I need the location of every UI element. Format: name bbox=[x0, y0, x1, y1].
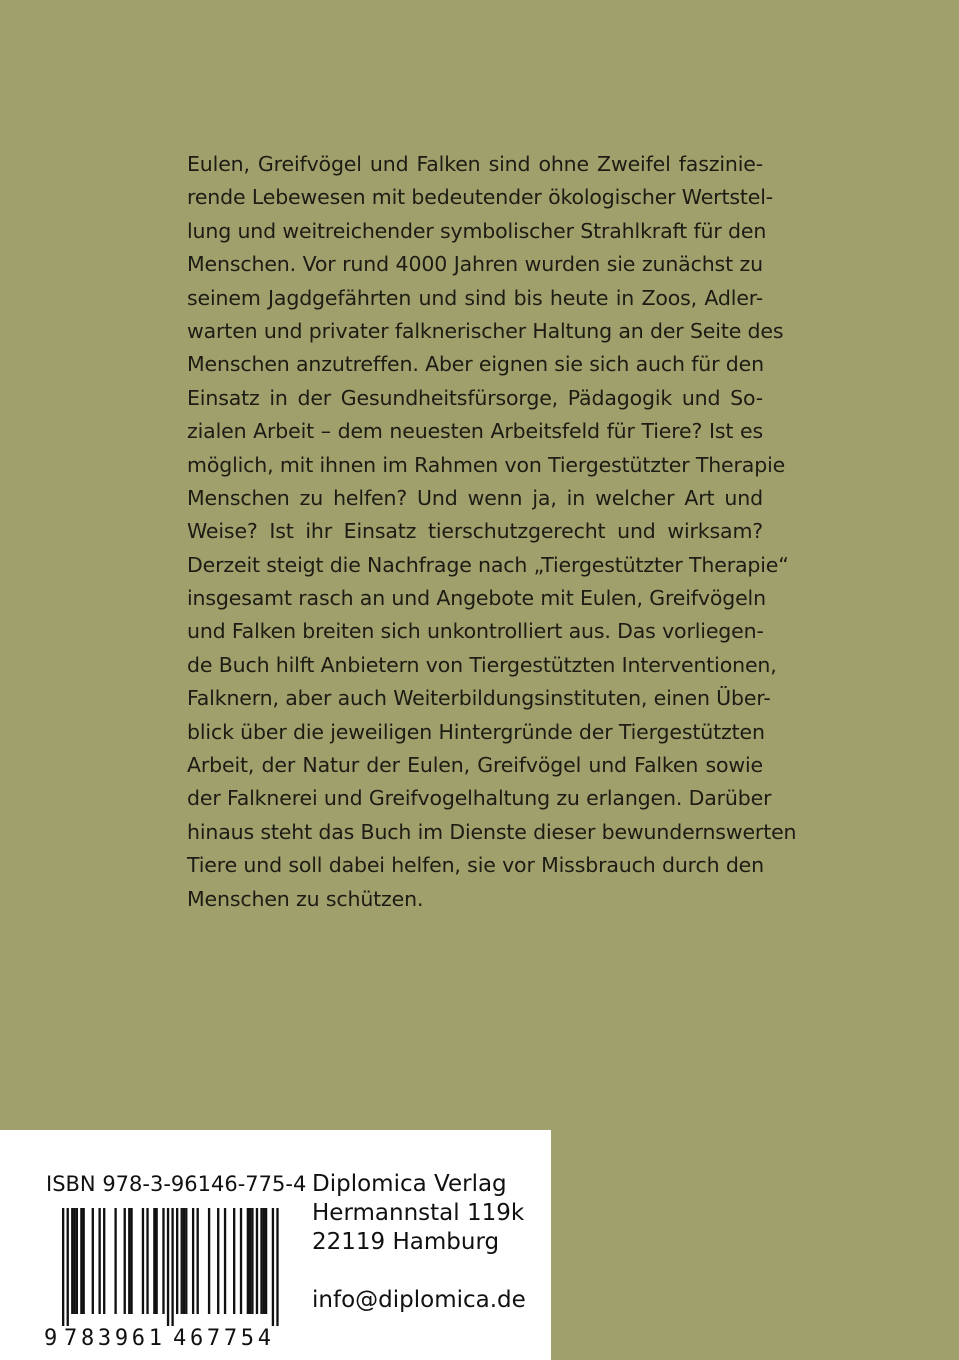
barcode-bar bbox=[233, 1208, 235, 1314]
blurb-line: der Falknerei und Greifvogelhaltung zu erlangen. Darüber bbox=[187, 786, 772, 811]
blurb-line: blick über die jeweiligen Hintergründe der Tiergestützten bbox=[187, 719, 765, 744]
barcode-bar bbox=[276, 1208, 278, 1326]
barcode-bar bbox=[130, 1208, 132, 1314]
barcode-bar bbox=[62, 1208, 64, 1326]
isbn-publisher-box bbox=[0, 1130, 551, 1360]
blurb-line: hinaus steht das Buch im Dienste dieser bewundernswerten bbox=[187, 819, 797, 844]
barcode-digits-left: 783961 bbox=[64, 1326, 162, 1351]
barcode-bar bbox=[247, 1208, 249, 1314]
barcode-bar bbox=[83, 1208, 85, 1314]
barcode-bar bbox=[162, 1208, 164, 1314]
blurb-line: zialen Arbeit – dem neuesten Arbeitsfeld für Tiere? Ist es bbox=[187, 419, 763, 444]
barcode-bar bbox=[155, 1208, 157, 1314]
barcode-digit-first: 9 bbox=[44, 1326, 58, 1351]
barcode-bar bbox=[67, 1208, 69, 1326]
publisher-name: Diplomica Verlag bbox=[312, 1171, 507, 1197]
barcode-bar bbox=[251, 1208, 253, 1314]
barcode-bar bbox=[124, 1208, 126, 1314]
barcode-bar bbox=[142, 1208, 144, 1314]
barcode-bar bbox=[103, 1208, 105, 1314]
barcode-bar bbox=[176, 1208, 178, 1314]
blurb-line: lung und weitreichender symbolischer Strahlkraft für den bbox=[187, 218, 767, 243]
barcode-bar bbox=[71, 1208, 73, 1314]
publisher-street: Hermannstal 119k bbox=[312, 1200, 525, 1226]
barcode-bar bbox=[80, 1208, 82, 1314]
barcode-bar bbox=[153, 1208, 155, 1314]
barcode-bar bbox=[128, 1208, 130, 1314]
barcode-bar bbox=[263, 1208, 265, 1314]
barcode-bar bbox=[76, 1208, 78, 1314]
blurb-line: und Falken breiten sich unkontrolliert aus. Das vorliegen- bbox=[187, 619, 764, 644]
barcode-bar bbox=[197, 1208, 199, 1314]
blurb-line: Weise? Ist ihr Einsatz tierschutzgerecht und wirksam? bbox=[187, 519, 763, 544]
barcode-bar bbox=[217, 1208, 219, 1314]
blurb-line: Menschen. Vor rund 4000 Jahren wurden sie zunächst zu bbox=[187, 252, 763, 277]
blurb-line: Menschen zu schützen. bbox=[187, 886, 424, 911]
blurb-line: seinem Jagdgefährten und sind bis heute in Zoos, Adler- bbox=[187, 285, 763, 310]
publisher-address bbox=[312, 1170, 524, 1257]
blurb-line: Derzeit steigt die Nachfrage nach „Tiergestützter Therapie“ bbox=[187, 552, 789, 577]
barcode-bar bbox=[265, 1208, 267, 1314]
blurb-line: Eulen, Greifvögel und Falken sind ohne Zweifel faszinie- bbox=[187, 152, 763, 176]
blurb-line: rende Lebewesen mit bedeutender ökologischer Wertstel- bbox=[187, 185, 774, 210]
blurb-line: de Buch hilft Anbietern von Tiergestützten Interventionen, bbox=[187, 652, 777, 677]
barcode-bar bbox=[114, 1208, 116, 1314]
isbn-label: ISBN 978-3-96146-775-4 bbox=[46, 1172, 307, 1196]
barcode-digits-right: 467754 bbox=[173, 1326, 271, 1351]
barcode-bar bbox=[249, 1208, 251, 1314]
barcode-bar bbox=[240, 1208, 242, 1314]
barcode-bar bbox=[183, 1208, 185, 1314]
blurb-text bbox=[187, 148, 797, 916]
barcode-bar bbox=[98, 1208, 100, 1314]
blurb-line: Menschen anzutreffen. Aber eignen sie sich auch für den bbox=[187, 352, 764, 377]
barcode-bar bbox=[171, 1208, 173, 1326]
barcode-bar bbox=[181, 1208, 183, 1314]
barcode-bar bbox=[272, 1208, 274, 1326]
barcode-bar bbox=[208, 1208, 210, 1314]
isbn-barcode bbox=[44, 1206, 278, 1351]
blurb-line: Falknern, aber auch Weiterbildungsinstituten, einen Über- bbox=[187, 686, 771, 711]
blurb-line: Arbeit, der Natur der Eulen, Greifvögel und Falken sowie bbox=[187, 753, 763, 778]
barcode-bar bbox=[256, 1208, 258, 1314]
barcode-bar bbox=[224, 1208, 226, 1314]
barcode-bars bbox=[62, 1208, 279, 1326]
barcode-bar bbox=[167, 1208, 169, 1326]
blurb-line: möglich, mit ihnen im Rahmen von Tiergestützter Therapie bbox=[187, 452, 786, 477]
blurb-line: insgesamt rasch an und Angebote mit Eulen, Greifvögeln bbox=[187, 586, 766, 611]
blurb-line: Einsatz in der Gesundheitsfürsorge, Pädagogik und So- bbox=[187, 385, 763, 410]
barcode-bar bbox=[185, 1208, 187, 1314]
blurb-line: Tiere und soll dabei helfen, sie vor Missbrauch durch den bbox=[187, 853, 764, 878]
publisher-city: 22119 Hamburg bbox=[312, 1229, 500, 1255]
blurb-line: warten und privater falknerischer Haltung an der Seite des bbox=[187, 318, 784, 343]
barcode-bar bbox=[92, 1208, 94, 1314]
barcode-bar bbox=[192, 1208, 194, 1314]
blurb-line: Menschen zu helfen? Und wenn ja, in welcher Art und bbox=[187, 485, 763, 510]
publisher-email[interactable]: info@diplomica.de bbox=[312, 1287, 526, 1313]
barcode-bar bbox=[260, 1208, 262, 1314]
barcode-bar bbox=[146, 1208, 148, 1314]
barcode-graphic bbox=[44, 1206, 278, 1351]
barcode-bar bbox=[73, 1208, 75, 1314]
